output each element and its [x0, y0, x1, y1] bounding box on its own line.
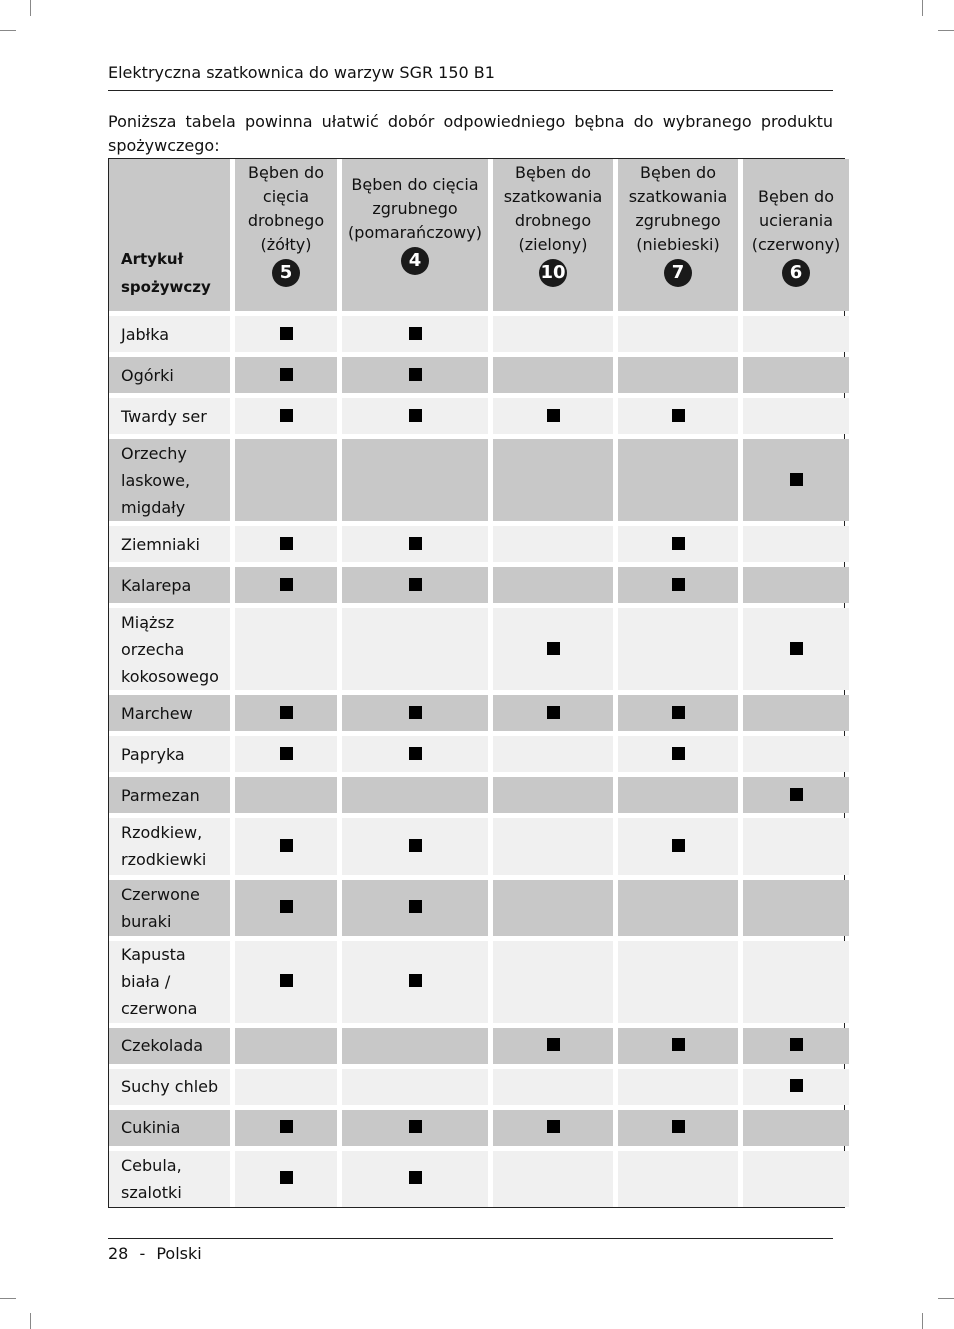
drum-column-header	[493, 159, 613, 311]
table-row	[109, 880, 849, 936]
suitability-cell	[235, 608, 337, 690]
table-header-row	[109, 159, 849, 311]
drum-number-badge: 5	[272, 259, 300, 287]
suitability-cell	[743, 608, 849, 690]
suitability-cell	[493, 567, 613, 603]
suitability-cell	[342, 1151, 488, 1207]
suitability-cell	[342, 880, 488, 936]
suitable-square-icon	[672, 747, 685, 760]
suitability-cell	[743, 439, 849, 521]
suitable-square-icon	[409, 537, 422, 550]
food-item-name: Papryka	[109, 736, 230, 772]
food-item-name: Cukinia	[109, 1110, 230, 1146]
suitability-cell	[235, 880, 337, 936]
drum-header-line: (czerwony)	[751, 235, 841, 254]
suitability-cell	[743, 1151, 849, 1207]
suitability-cell	[493, 818, 613, 874]
suitability-cell	[342, 941, 488, 1023]
suitable-square-icon	[790, 788, 803, 801]
drum-header-line: (niebieski)	[636, 235, 720, 254]
suitability-cell	[618, 1110, 738, 1146]
suitable-square-icon	[547, 1120, 560, 1133]
food-item-name: Suchy chleb	[109, 1069, 230, 1105]
suitability-cell	[618, 736, 738, 772]
suitable-square-icon	[280, 1171, 293, 1184]
suitable-square-icon	[547, 1038, 560, 1051]
suitability-cell	[342, 316, 488, 352]
suitability-cell	[342, 608, 488, 690]
item-header-line: spożywczy	[121, 278, 211, 296]
suitability-cell	[235, 439, 337, 521]
suitable-square-icon	[409, 409, 422, 422]
food-item-name: Rzodkiew, rzodkiewki	[109, 818, 230, 874]
suitable-square-icon	[672, 537, 685, 550]
table-row	[109, 316, 849, 352]
drum-header-line: szatkowania	[503, 187, 603, 206]
suitability-cell	[618, 398, 738, 434]
suitability-cell	[235, 357, 337, 393]
suitability-cell	[618, 567, 738, 603]
suitability-cell	[618, 818, 738, 874]
suitability-cell	[618, 1151, 738, 1207]
footer-language: Polski	[156, 1244, 202, 1263]
drum-table	[104, 154, 854, 1212]
suitability-cell	[743, 316, 849, 352]
suitability-cell	[743, 567, 849, 603]
table-row	[109, 941, 849, 1023]
food-item-name: Jabłka	[109, 316, 230, 352]
suitability-cell	[235, 941, 337, 1023]
suitability-cell	[493, 439, 613, 521]
drum-header-line: Bęben do	[758, 187, 834, 206]
suitability-cell	[235, 777, 337, 813]
table-row	[109, 818, 849, 874]
drum-header-line: (żółty)	[260, 235, 312, 254]
table-row	[109, 1028, 849, 1064]
suitable-square-icon	[280, 368, 293, 381]
suitability-cell	[235, 316, 337, 352]
suitability-cell	[618, 695, 738, 731]
drum-number-badge: 7	[664, 259, 692, 287]
suitability-cell	[493, 526, 613, 562]
suitable-square-icon	[790, 1079, 803, 1092]
suitable-square-icon	[672, 839, 685, 852]
suitability-cell	[743, 880, 849, 936]
crop-mark	[922, 1313, 923, 1329]
suitability-cell	[493, 880, 613, 936]
suitability-cell	[618, 1028, 738, 1064]
suitability-cell	[342, 736, 488, 772]
table-row	[109, 526, 849, 562]
suitable-square-icon	[280, 747, 293, 760]
crop-mark	[938, 30, 954, 31]
table-row	[109, 1069, 849, 1105]
suitable-square-icon	[409, 1120, 422, 1133]
suitability-cell	[743, 736, 849, 772]
food-item-name: Orzechy laskowe, migdały	[109, 439, 230, 521]
drum-column-header	[342, 159, 488, 311]
suitability-cell	[618, 316, 738, 352]
suitability-cell	[493, 357, 613, 393]
suitable-square-icon	[790, 642, 803, 655]
suitability-cell	[493, 608, 613, 690]
suitability-cell	[743, 398, 849, 434]
drum-header-line: Bęben do	[640, 163, 716, 182]
suitability-cell	[743, 941, 849, 1023]
drum-number-badge: 10	[539, 259, 567, 287]
food-item-name: Kapusta biała / czerwona	[109, 941, 230, 1023]
suitability-cell	[342, 695, 488, 731]
suitable-square-icon	[547, 706, 560, 719]
suitability-cell	[235, 1028, 337, 1064]
suitability-cell	[235, 736, 337, 772]
food-item-name: Twardy ser	[109, 398, 230, 434]
suitability-cell	[235, 567, 337, 603]
suitable-square-icon	[409, 578, 422, 591]
suitability-cell	[235, 398, 337, 434]
drum-header-line: drobnego	[514, 211, 592, 230]
suitability-cell	[493, 777, 613, 813]
suitability-cell	[493, 1069, 613, 1105]
crop-mark	[938, 1298, 954, 1299]
table-row	[109, 357, 849, 393]
drum-header-line: drobnego	[247, 211, 325, 230]
suitable-square-icon	[409, 368, 422, 381]
suitability-cell	[235, 526, 337, 562]
suitability-cell	[235, 1151, 337, 1207]
food-item-name: Ogórki	[109, 357, 230, 393]
suitable-square-icon	[280, 839, 293, 852]
suitability-cell	[743, 1110, 849, 1146]
suitable-square-icon	[672, 1038, 685, 1051]
suitability-cell	[235, 1110, 337, 1146]
suitability-cell	[743, 526, 849, 562]
food-item-name: Kalarepa	[109, 567, 230, 603]
suitable-square-icon	[409, 706, 422, 719]
suitable-square-icon	[409, 974, 422, 987]
food-item-name: Cebula, szalotki	[109, 1151, 230, 1207]
table-row	[109, 695, 849, 731]
suitable-square-icon	[672, 1120, 685, 1133]
suitability-cell	[493, 316, 613, 352]
suitability-cell	[342, 398, 488, 434]
suitability-cell	[493, 695, 613, 731]
drum-header-line: zgrubnego	[372, 199, 458, 218]
suitability-cell	[342, 818, 488, 874]
crop-mark	[0, 1298, 16, 1299]
suitable-square-icon	[280, 1120, 293, 1133]
suitability-cell	[342, 1110, 488, 1146]
suitability-cell	[342, 567, 488, 603]
table-row	[109, 439, 849, 521]
suitability-cell	[235, 1069, 337, 1105]
drum-header-line: cięcia	[262, 187, 310, 206]
drum-header-line: (zielony)	[518, 235, 588, 254]
suitability-cell	[493, 736, 613, 772]
suitability-cell	[618, 777, 738, 813]
page-header	[108, 62, 833, 91]
suitable-square-icon	[409, 327, 422, 340]
suitable-square-icon	[409, 900, 422, 913]
suitability-cell	[342, 357, 488, 393]
drum-header-line: szatkowania	[628, 187, 728, 206]
crop-mark	[30, 1313, 31, 1329]
suitability-cell	[342, 777, 488, 813]
suitable-square-icon	[409, 839, 422, 852]
suitability-cell	[493, 941, 613, 1023]
suitable-square-icon	[547, 642, 560, 655]
suitable-square-icon	[790, 1038, 803, 1051]
suitability-cell	[342, 1069, 488, 1105]
suitability-cell	[618, 941, 738, 1023]
table-row	[109, 777, 849, 813]
drum-header-line: Bęben do	[515, 163, 591, 182]
suitability-cell	[618, 526, 738, 562]
food-item-name: Parmezan	[109, 777, 230, 813]
drum-header-line: (pomarańczowy)	[348, 223, 482, 242]
suitability-cell	[618, 608, 738, 690]
food-item-name: Marchew	[109, 695, 230, 731]
suitability-cell	[618, 880, 738, 936]
suitability-cell	[342, 526, 488, 562]
drum-header-line: zgrubnego	[635, 211, 721, 230]
suitability-cell	[743, 1028, 849, 1064]
page-footer	[108, 1238, 833, 1265]
suitable-square-icon	[280, 537, 293, 550]
suitable-square-icon	[280, 974, 293, 987]
suitability-cell	[743, 695, 849, 731]
document-title: Elektryczna szatkownica do warzyw SGR 150 B1	[108, 63, 495, 82]
drum-column-header	[743, 159, 849, 311]
suitable-square-icon	[409, 1171, 422, 1184]
suitability-cell	[342, 1028, 488, 1064]
food-item-name: Ziemniaki	[109, 526, 230, 562]
suitable-square-icon	[547, 409, 560, 422]
suitable-square-icon	[672, 706, 685, 719]
suitability-cell	[342, 439, 488, 521]
suitability-cell	[743, 357, 849, 393]
drum-header-line: Bęben do	[248, 163, 324, 182]
suitable-square-icon	[280, 327, 293, 340]
suitable-square-icon	[672, 578, 685, 591]
suitable-square-icon	[280, 900, 293, 913]
suitable-square-icon	[790, 473, 803, 486]
suitability-cell	[743, 777, 849, 813]
suitability-cell	[493, 1110, 613, 1146]
table-row	[109, 736, 849, 772]
suitable-square-icon	[280, 409, 293, 422]
suitability-cell	[618, 357, 738, 393]
suitable-square-icon	[672, 409, 685, 422]
suitability-cell	[743, 818, 849, 874]
drum-column-header	[618, 159, 738, 311]
drum-number-badge: 6	[782, 259, 810, 287]
suitability-cell	[493, 1151, 613, 1207]
crop-mark	[0, 30, 16, 31]
table-body	[109, 316, 849, 1207]
suitable-square-icon	[280, 578, 293, 591]
item-column-header	[109, 159, 230, 311]
page-number: 28	[108, 1244, 129, 1263]
drum-header-line: ucierania	[759, 211, 833, 230]
food-item-name: Czekolada	[109, 1028, 230, 1064]
suitability-cell	[618, 439, 738, 521]
drum-number-badge: 4	[401, 247, 429, 275]
suitability-cell	[493, 1028, 613, 1064]
table-row	[109, 608, 849, 690]
table-row	[109, 1110, 849, 1146]
table-row	[109, 567, 849, 603]
suitability-cell	[235, 818, 337, 874]
suitability-cell	[493, 398, 613, 434]
food-item-name: Czerwone buraki	[109, 880, 230, 936]
crop-mark	[922, 0, 923, 16]
crop-mark	[30, 0, 31, 16]
table-row	[109, 398, 849, 434]
suitable-square-icon	[280, 706, 293, 719]
suitability-cell	[743, 1069, 849, 1105]
footer-separator: -	[139, 1244, 146, 1263]
food-item-name: Miąższ orzecha kokosowego	[109, 608, 230, 690]
drum-header-line: Bęben do cięcia	[351, 175, 479, 194]
item-header-line: Artykuł	[121, 250, 184, 268]
drum-selection-table	[108, 158, 845, 1208]
intro-paragraph: Poniższa tabela powinna ułatwić dobór odpowiedniego bębna do wybranego produktu spożywczego:	[108, 112, 833, 155]
drum-column-header	[235, 159, 337, 311]
suitability-cell	[618, 1069, 738, 1105]
table-row	[109, 1151, 849, 1207]
suitability-cell	[235, 695, 337, 731]
suitable-square-icon	[409, 747, 422, 760]
